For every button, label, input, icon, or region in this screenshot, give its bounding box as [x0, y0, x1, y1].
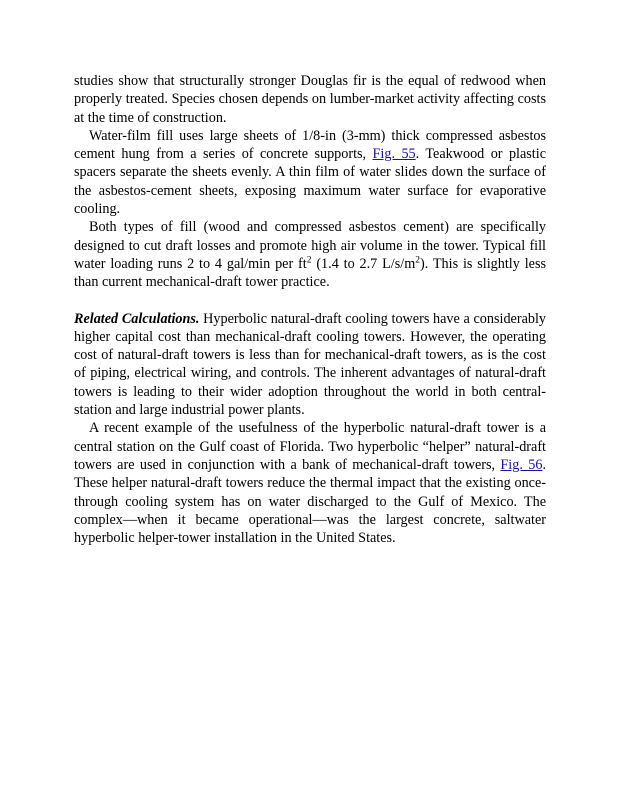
paragraph-text: A recent example of the usefulness of the hyperbolic natural-draft tower is a central station on the Gulf coast of Florida. Two hyperbolic “helper” natural-draft towers are used in conjunction with a bank of mechanical-draft towers,	[74, 420, 546, 473]
paragraph-text: (1.4 to 2.7 L/s/m	[311, 255, 416, 272]
paragraph-text: studies show that structurally stronger Douglas fir is the equal of redwood when properly treated. Species chosen depends on lumber-market activity affecting costs at the time of construction.	[74, 73, 546, 126]
fig-55-link[interactable]: Fig. 55	[372, 146, 416, 163]
paragraph-fill-types	[74, 218, 546, 291]
superscript: 2	[306, 255, 312, 266]
paragraph-text: . These helper natural-draft towers reduce the thermal impact that the existing once-through cooling system has on water discharged to the Gulf of Mexico. The complex—when it became operational—was the largest concrete, saltwater hyperbolic helper-tower installation in the United States.	[74, 456, 546, 547]
paragraph-related-calculations	[74, 310, 546, 420]
paragraph-text: Both types of fill (wood and compressed asbestos cement) are specifically designed to cut draft losses and promote high air volume in the tower. Typical fill water loading runs 2 to 4 gal/min per ft	[74, 219, 546, 272]
paragraph-helper-towers	[74, 419, 546, 547]
fig-56-link[interactable]: Fig. 56	[500, 456, 543, 473]
paragraph-text: ). This is slightly less than current mechanical-draft tower practice.	[74, 255, 546, 291]
section-heading: Related Calculations.	[74, 310, 200, 327]
paragraph-text: . Teakwood or plastic spacers separate the sheets evenly. A thin film of water slides down the surface of the asbestos-cement sheets, exposing maximum water surface for evaporative cooling.	[74, 146, 546, 218]
paragraph-text: Water-film fill uses large sheets of 1/8-in (3-mm) thick compressed asbestos cement hung from a series of concrete supports,	[74, 127, 546, 163]
superscript: 2	[415, 255, 420, 266]
document-page	[74, 72, 546, 547]
paragraph-water-film-fill	[74, 127, 546, 218]
paragraph-text: Hyperbolic natural-draft cooling towers have a considerably higher capital cost than mechanical-draft cooling towers. However, the operating cost of natural-draft towers is less than for mechanical-draft towers, as is the cost of piping, electrical wiring, and controls. The inherent advantages of natural-draft towers is leading to their wider adoption throughout the world in both central-station and large industrial power plants.	[74, 310, 546, 419]
paragraph-wood-species	[74, 72, 546, 127]
